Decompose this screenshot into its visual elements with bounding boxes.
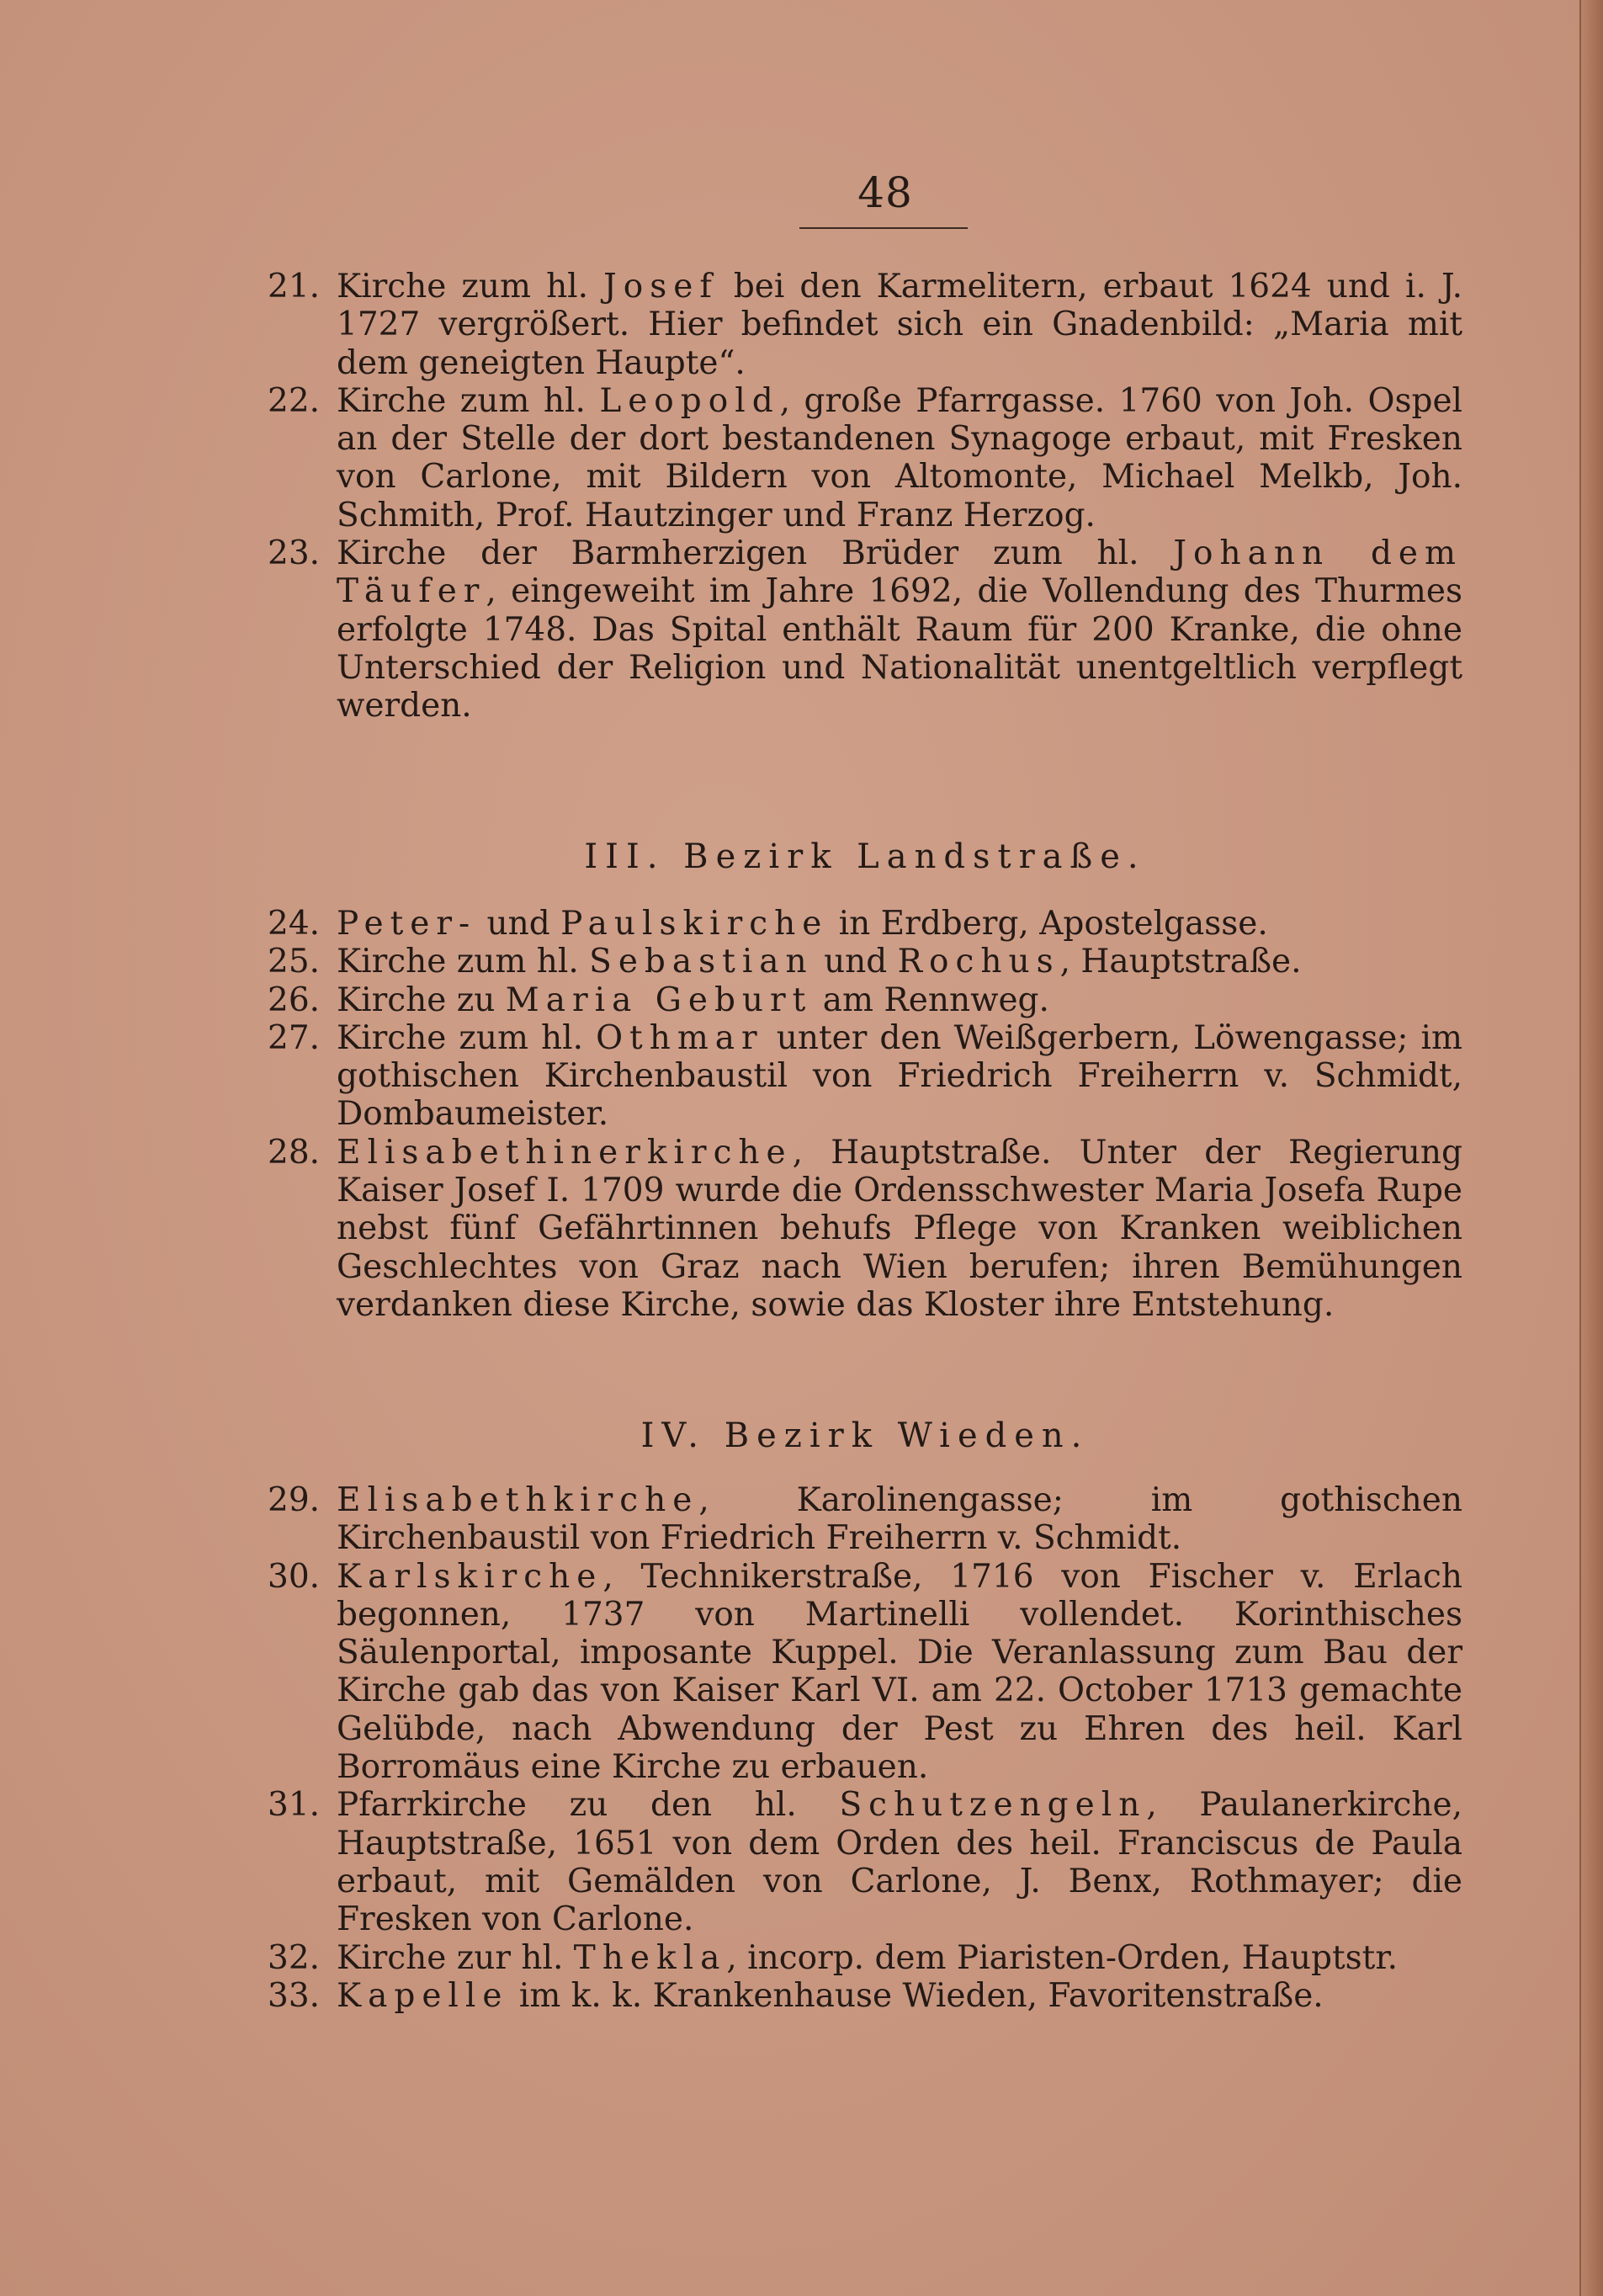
entry-number: 27. [268,1018,321,1057]
entry-text: unter den Weißgerbern, Löwengasse; im gothischen Kirchenbaustil von Friedrich Freiherrn v. Schmidt, Dombaumeister. [337,1018,1462,1134]
entry-number: 21. [268,268,321,306]
entry-text: im k. k. Krankenhause Wieden, Favoritenstraße. [508,1976,1324,2015]
entry-23 [268,534,1462,725]
entry-name-spaced: Othmar [596,1018,764,1057]
entry-22 [268,382,1462,534]
entry-name-spaced: Rochus [897,943,1060,981]
entry-name-spaced: Elisabethinerkirche [337,1133,793,1172]
entry-text: Kirche zu [337,981,506,1019]
entry-text: , Technikerstraße, 1716 von Fischer v. Erlach begonnen, 1737 von Martinelli vollendet. Korinthisches Säulenportal, imposante Kuppel. Die Veranlassung zum Bau der Kirche gab das von Kaiser Karl VI. am 22. October 1713 gemachte Gelübde, nach Abwendung der Pest zu Ehren des heil. Karl Borromäus eine Kirche zu erbauen. [337,1557,1462,1787]
entry-name-spaced: Maria Geburt [505,981,813,1019]
entry-name-spaced: Kapelle [337,1976,509,2015]
entry-21 [268,268,1462,382]
entry-32 [268,1939,1462,1977]
entry-text: , Hauptstraße. [1059,943,1302,981]
entry-number: 32. [268,1938,321,1977]
entry-text: , große Pfarrgasse. 1760 von Joh. Ospel an der Stelle der dort bestandenen Synagoge erbaut, mit Fresken von Carlone, mit Bildern von Altomonte, Michael Melkb, Joh. Schmith, Prof. Hautzinger und Franz Herzog. [337,381,1462,534]
entry-number: 25. [268,943,321,981]
entry-name-spaced: Sebastian [589,943,814,981]
entry-name-spaced: Leopold [599,381,780,420]
heading-district-4: IV. Bezirk Wieden. [640,1416,1090,1455]
entry-name-spaced: Elisabethkirche [337,1481,699,1519]
entry-number: 28. [268,1133,321,1172]
entry-text: Kirche zum hl. [337,943,590,981]
entry-name-spaced: Karlskirche [337,1557,603,1596]
entry-text: , eingeweiht im Jahre 1692, die Vollendung des Thurmes erfolgte 1748. Das Spital enthält Raum für 200 Kranke, die ohne Unterschied der Religion und Nationalität unentgeltlich verpflegt werden. [337,572,1462,725]
entry-text: und [813,943,898,981]
entry-number: 26. [268,981,321,1019]
entry-24 [268,905,1462,943]
entry-29 [268,1481,1462,1558]
page-number: 48 [857,168,913,217]
entry-text: Kirche zur hl. [337,1938,574,1977]
entry-text: am Rennweg. [812,981,1049,1019]
page-edge [1579,0,1603,2296]
entry-text: und [476,905,561,943]
entries-district-4 [268,1481,1462,2015]
entry-28 [268,1134,1462,1324]
entry-text: in Erdberg, Apostelgasse. [828,905,1268,943]
page-number-rule [799,227,968,229]
entry-name-spaced: Thekla [573,1938,727,1977]
entry-name-spaced: Peter- [337,905,477,943]
entry-number: 29. [268,1481,321,1519]
entry-text: Kirche zum hl. [337,268,604,306]
entry-text: , Hauptstraße. Unter der Regierung Kaiser Josef I. 1709 wurde die Ordensschwester Maria Josefa Rupe nebst fünf Gefährtinnen behufs Pflege von Kranken weiblichen Geschlechtes von Graz nach Wien berufen; ihren Bemühungen verdanken diese Kirche, sowie das Kloster ihre Entstehung. [337,1133,1462,1324]
entries-district-3 [268,905,1462,1324]
entry-33 [268,1977,1462,2015]
entry-number: 23. [268,534,321,573]
entry-number: 24. [268,905,321,943]
entry-text: Kirche zum hl. [337,1018,597,1057]
entries-district-2 [268,268,1462,725]
entry-text: Kirche zum hl. [337,381,600,420]
entry-text: Kirche der Barmherzigen Brüder zum hl. [337,534,1174,573]
entry-number: 22. [268,381,321,420]
entry-name-spaced: Schutzengeln [839,1786,1147,1825]
entry-text: bei den Karmelitern, erbaut 1624 und i. J. 1727 vergrößert. Hier befindet sich ein Gnadenbild: „Maria mit dem geneigten Haupte“. [337,268,1462,382]
entry-number: 30. [268,1557,321,1596]
entry-text: Pfarrkirche zu den hl. [337,1786,840,1825]
entry-27 [268,1019,1462,1134]
entry-text: , Karolinengasse; im gothischen Kirchenbaustil von Friedrich Freiherrn v. Schmidt. [337,1481,1462,1558]
entry-name-spaced: Josef [603,268,719,306]
entry-name-spaced: Paulskirche [560,905,829,943]
entry-name-spaced: Johann dem Täufer [337,534,1462,611]
entry-number: 33. [268,1976,321,2015]
entry-26 [268,981,1462,1019]
entry-text: , incorp. dem Piaristen-Orden, Hauptstr. [726,1938,1399,1977]
entry-25 [268,943,1462,981]
entry-number: 31. [268,1786,321,1825]
entry-text: , Paulanerkirche, Hauptstraße, 1651 von dem Orden des heil. Franciscus de Paula erbaut, mit Gemälden von Carlone, J. Benx, Rothmayer; die Fresken von Carlone. [337,1786,1462,1939]
entry-31 [268,1786,1462,1938]
heading-district-3: III. Bezirk Landstraße. [584,837,1146,876]
entry-30 [268,1558,1462,1787]
